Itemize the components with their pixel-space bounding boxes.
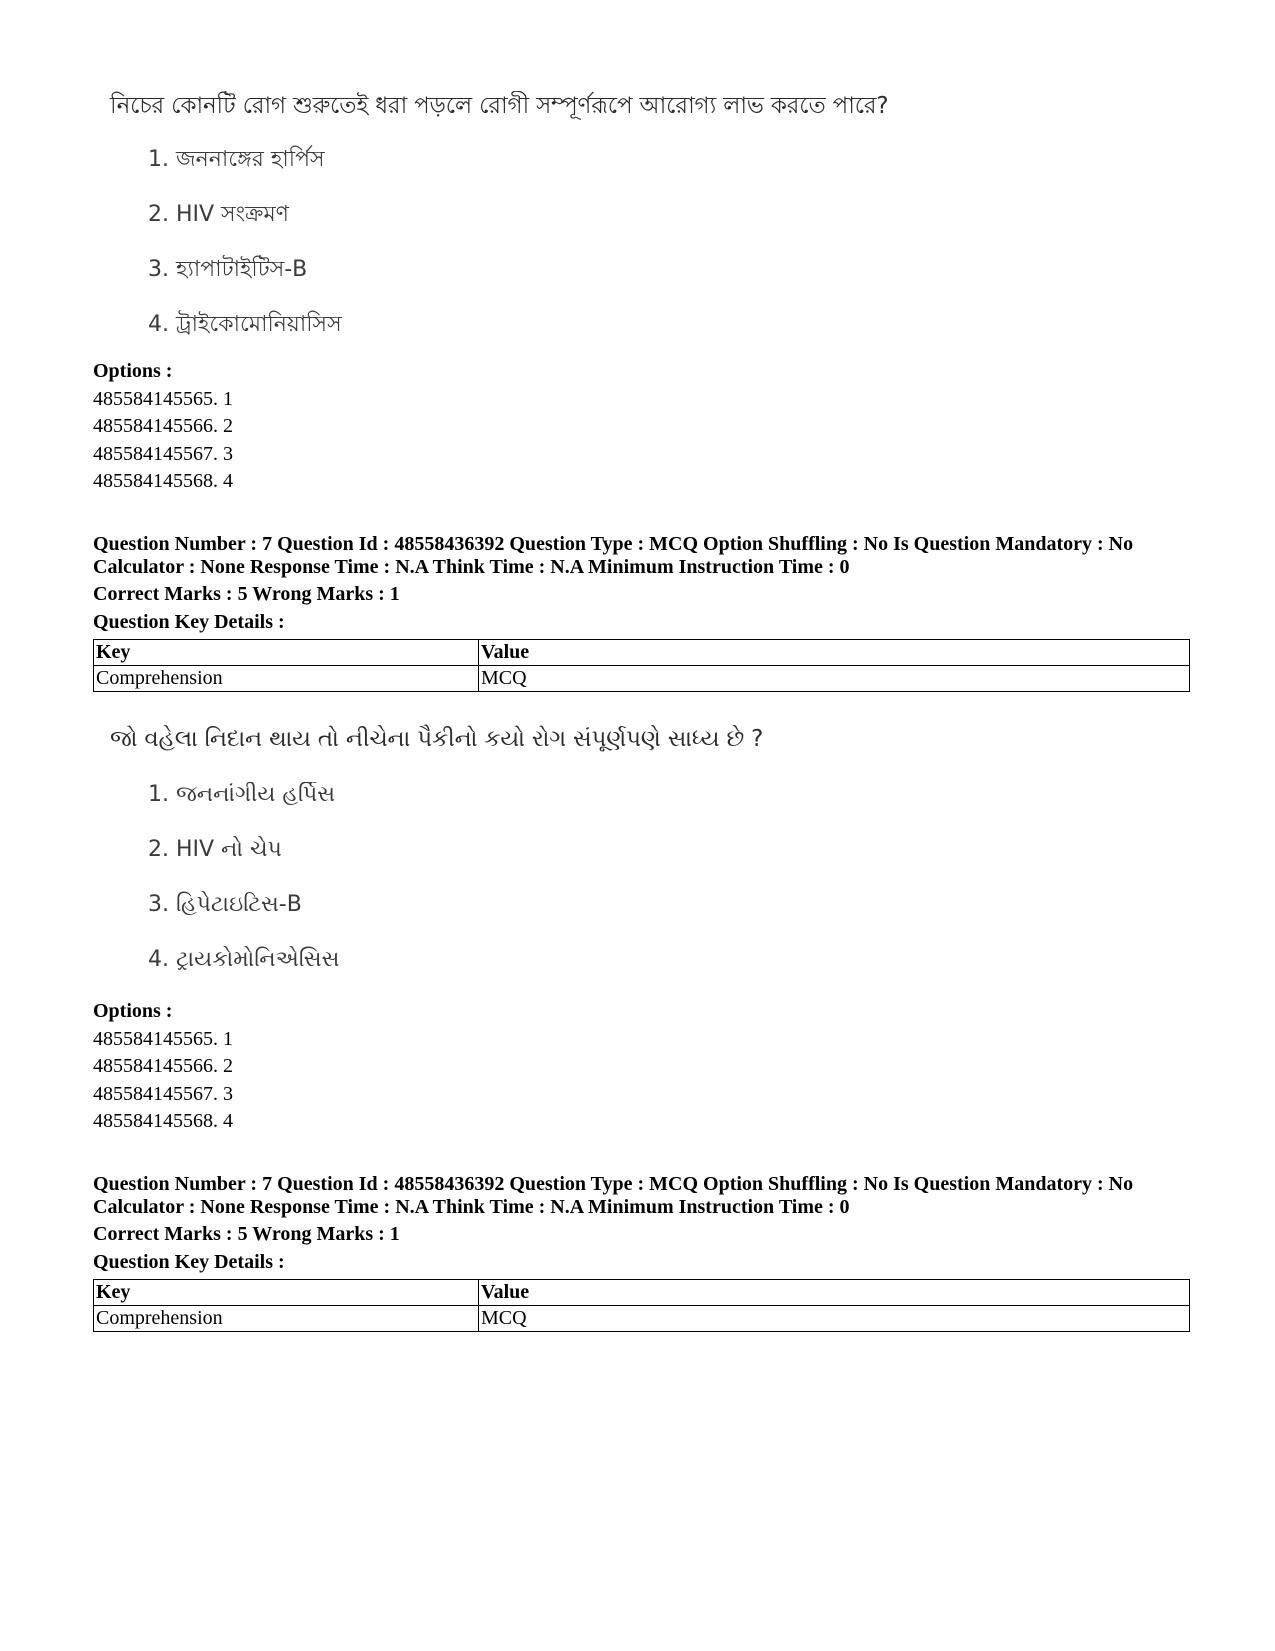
options-title: Options :	[93, 360, 173, 382]
option-item: 485584145568. 4	[93, 1110, 233, 1132]
table-header-value: Value	[479, 640, 1190, 666]
table-cell-value: MCQ	[479, 666, 1190, 692]
marks-line: Correct Marks : 5 Wrong Marks : 1	[93, 1223, 400, 1245]
question-meta-line: Question Number : 7 Question Id : 48558436392 Question Type : MCQ Option Shuffling : No Is Question Mandatory : No	[93, 1173, 1134, 1195]
question-choice: 4. ટ્રાયકોમોનિએસિસ	[148, 947, 340, 972]
key-details-title: Question Key Details :	[93, 611, 285, 633]
option-item: 485584145565. 1	[93, 388, 233, 410]
key-details-table	[93, 1279, 1190, 1332]
question-choice: 3. হ্যাপাটাইটিস-B	[148, 257, 308, 282]
option-item: 485584145565. 1	[93, 1028, 233, 1050]
question-choice: 3. હિપેટાઇટિસ-B	[148, 892, 302, 917]
table-row	[94, 1306, 1190, 1332]
table-cell-value: MCQ	[479, 1306, 1190, 1332]
question-choice: 4. ট্রাইকোমোনিয়াসিস	[148, 312, 342, 337]
question-text: নিচের কোনটি রোগ শুরুতেই ধরা পড়লে রোগী সম্পূর্ণরূপে আরোগ্য লাভ করতে পারে?	[110, 93, 889, 119]
question-meta	[93, 533, 1133, 579]
question-choice: 2. HIV નો ચેપ	[148, 837, 282, 862]
options-title: Options :	[93, 1000, 173, 1022]
question-image-bengali	[110, 82, 970, 352]
table-header-value: Value	[479, 1280, 1190, 1306]
option-item: 485584145566. 2	[93, 415, 233, 437]
table-cell-key: Comprehension	[94, 1306, 479, 1332]
table-header-row	[94, 640, 1190, 666]
key-details-table	[93, 639, 1190, 692]
question-meta	[93, 1173, 1133, 1219]
question-image-gujarati	[110, 722, 970, 992]
table-header-row	[94, 1280, 1190, 1306]
question-choice: 1. জননাঙ্গের হার্পিস	[148, 147, 325, 172]
question-meta-line: Calculator : None Response Time : N.A Think Time : N.A Minimum Instruction Time : 0	[93, 1196, 850, 1218]
question-meta-line: Calculator : None Response Time : N.A Think Time : N.A Minimum Instruction Time : 0	[93, 556, 850, 578]
question-meta-line: Question Number : 7 Question Id : 48558436392 Question Type : MCQ Option Shuffling : No Is Question Mandatory : No	[93, 533, 1134, 555]
option-item: 485584145567. 3	[93, 443, 233, 465]
question-choice: 2. HIV সংক্রমণ	[148, 202, 289, 227]
question-text: જો વહેલા નિદાન થાય તો નીચેના પૈકીનો કયો રોગ સંપૂર્ણપણે સાધ્ય છે ?	[110, 726, 764, 752]
table-header-key: Key	[94, 1280, 479, 1306]
question-choice: 1. જનનાંગીય હર્પિસ	[148, 782, 336, 807]
key-details-title: Question Key Details :	[93, 1251, 285, 1273]
option-item: 485584145567. 3	[93, 1083, 233, 1105]
option-item: 485584145568. 4	[93, 470, 233, 492]
table-row	[94, 666, 1190, 692]
table-header-key: Key	[94, 640, 479, 666]
option-item: 485584145566. 2	[93, 1055, 233, 1077]
table-cell-key: Comprehension	[94, 666, 479, 692]
marks-line: Correct Marks : 5 Wrong Marks : 1	[93, 583, 400, 605]
